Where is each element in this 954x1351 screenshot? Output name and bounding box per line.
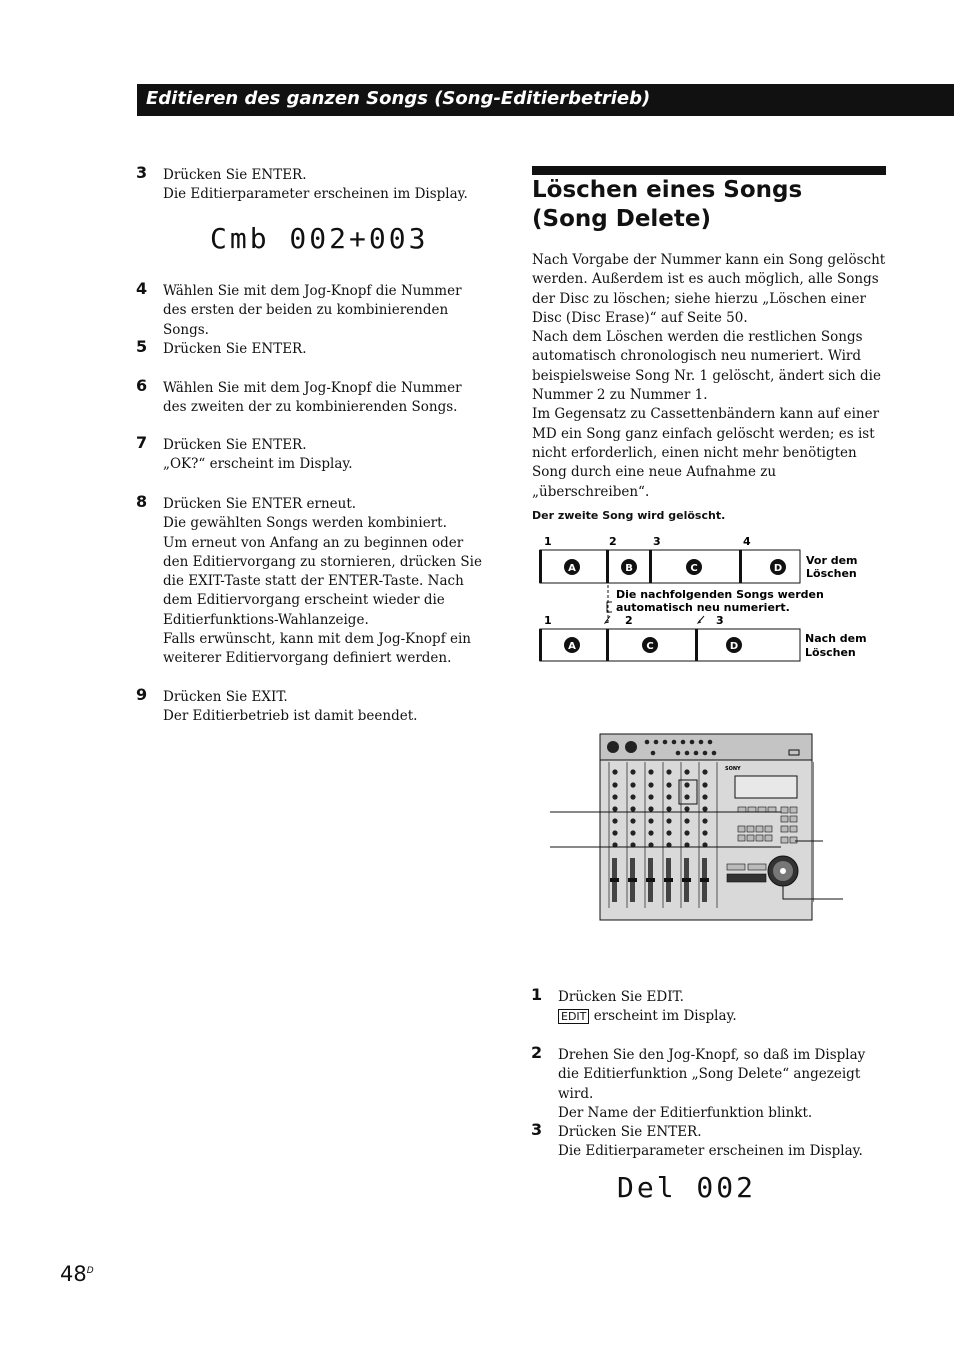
step-line: Drehen Sie den Jog-Knopf, so daß im Display die Editierfunktion „Song Delete“ angezeigt wird. — [558, 1047, 866, 1102]
step-line: Die Editierparameter erscheinen im Display. — [558, 1143, 863, 1160]
step-line: Die gewählten Songs werden kombiniert. — [163, 515, 447, 532]
step-number: 6 — [136, 376, 148, 395]
step-line: Drücken Sie ENTER erneut. — [163, 496, 357, 512]
display-delete: Del 002 — [617, 1171, 757, 1204]
step-line-text: erscheint im Display. — [593, 1008, 737, 1025]
section-title: Löschen eines Songs (Song Delete) — [532, 177, 803, 232]
step-line: Wählen Sie mit dem Jog-Knopf die Nummer des zweiten der zu kombinierenden Songs. — [163, 380, 462, 416]
step-text — [163, 495, 488, 669]
after-number-2: 2 — [625, 614, 633, 627]
step-text — [558, 988, 883, 1027]
step-text — [163, 340, 488, 359]
diagram-caption: Der zweite Song wird gelöscht. — [532, 509, 726, 522]
step-text — [163, 282, 488, 340]
step-text — [163, 436, 488, 475]
step-text — [163, 166, 488, 205]
svg-text:C: C — [690, 563, 698, 574]
song-b-marker — [621, 559, 637, 575]
step-line: Um erneut von Anfang an zu beginnen oder den Editiervorgang zu stornieren, drücken Sie die EXIT-Taste statt der ENTER-Taste. Nach dem Editiervorgang erscheint wieder die Editierfunktions-Wahlanzeige. — [163, 534, 482, 628]
step-number: 7 — [136, 433, 148, 452]
before-number-2: 2 — [609, 535, 617, 548]
step-text — [163, 379, 488, 418]
step-line: Falls erwünscht, kann mit dem Jog-Knopf ein weiterer Editiervorgang definiert werden. — [163, 631, 471, 667]
step-number: 4 — [136, 279, 148, 298]
input-knob-icon — [625, 741, 637, 753]
page-number-value: 48 — [60, 1262, 87, 1286]
step-line: Der Name der Editierfunktion blinkt. — [558, 1104, 813, 1121]
after-label-line1: Nach dem — [805, 632, 867, 645]
step-number: 1 — [531, 985, 543, 1004]
song-c-marker — [642, 637, 658, 653]
step-line: Wählen Sie mit dem Jog-Knopf die Nummer des ersten der beiden zu kombinierenden Songs. — [163, 283, 462, 338]
svg-text:A: A — [568, 641, 576, 652]
step-line: Drücken Sie ENTER. — [163, 341, 307, 357]
song-a-marker — [564, 559, 580, 575]
step-number: 8 — [136, 492, 148, 511]
intro-paragraph: Im Gegensatz zu Cassettenbändern kann auf einer MD ein Song ganz einfach gelöscht werden; es ist nicht erforderlich, einen nicht mehr benötigten Song durch eine neue Aufnahme zu „überschreiben“. — [532, 406, 880, 500]
intro-paragraph: Nach Vorgabe der Nummer kann ein Song gelöscht werden. Außerdem ist es auch möglich, alle Songs der Disc zu löschen; siehe hierzu „Löschen einer Disc (Disc Erase)“ auf Seite 50. — [532, 252, 886, 326]
step-number: 3 — [531, 1120, 543, 1139]
step-number: 5 — [136, 337, 148, 356]
input-knob-icon — [607, 741, 619, 753]
section-rule — [532, 166, 886, 175]
svg-text:D: D — [773, 563, 783, 574]
step-line: Der Editierbetrieb ist damit beendet. — [163, 708, 418, 725]
note-line1: Die nachfolgenden Songs werden — [616, 588, 824, 601]
step-number: 3 — [136, 163, 148, 182]
step-line: Drücken Sie ENTER. — [558, 1124, 702, 1140]
step-line — [558, 1007, 883, 1026]
svg-text:A: A — [568, 563, 576, 574]
song-d-marker — [770, 559, 786, 575]
before-number-3: 3 — [653, 535, 661, 548]
step-text — [163, 688, 488, 727]
song-d-marker — [726, 637, 742, 653]
header-title: Editieren des ganzen Songs (Song-Editierbetrieb) — [146, 88, 651, 109]
svg-text:C: C — [646, 641, 654, 652]
before-label-line1: Vor dem — [806, 554, 858, 567]
step-line: Die Editierparameter erscheinen im Display. — [163, 186, 468, 203]
page-number — [60, 1262, 94, 1286]
step-line: Drücken Sie ENTER. — [163, 437, 307, 453]
step-text — [558, 1046, 883, 1123]
after-label-line2: Löschen — [805, 646, 856, 659]
arrow-3 — [698, 616, 704, 623]
intro-paragraph: Nach dem Löschen werden die restlichen Songs automatisch chronologisch neu numeriert. Wird beispielsweise Song Nr. 1 gelöscht, ändert sich die Nummer 2 zu Nummer 1. — [532, 329, 881, 404]
step-line: Drücken Sie EXIT. — [163, 689, 288, 705]
device-display — [735, 776, 797, 798]
svg-text:D: D — [729, 641, 739, 652]
before-number-4: 4 — [743, 535, 751, 548]
note-line2: automatisch neu numeriert. — [616, 601, 790, 614]
after-number-1: 1 — [544, 614, 552, 627]
song-delete-diagram — [530, 530, 880, 670]
page-number-suffix: D — [86, 1266, 94, 1276]
step-number: 2 — [531, 1043, 543, 1062]
step-number: 9 — [136, 685, 148, 704]
song-c-marker — [686, 559, 702, 575]
after-number-3: 3 — [716, 614, 724, 627]
section-intro — [532, 251, 888, 502]
step-text — [558, 1123, 883, 1162]
svg-text:B: B — [625, 563, 633, 574]
before-number-1: 1 — [544, 535, 552, 548]
mixer-illustration — [545, 730, 845, 925]
before-label-line2: Löschen — [806, 567, 857, 580]
edit-indicator: EDIT — [558, 1009, 589, 1024]
step-line: Drücken Sie EDIT. — [558, 989, 684, 1005]
brand-logo: SONY — [725, 766, 741, 772]
song-a-marker — [564, 637, 580, 653]
step-line: Drücken Sie ENTER. — [163, 167, 307, 183]
step-line: „OK?“ erscheint im Display. — [163, 456, 353, 473]
display-combine: Cmb 002+003 — [210, 222, 429, 255]
